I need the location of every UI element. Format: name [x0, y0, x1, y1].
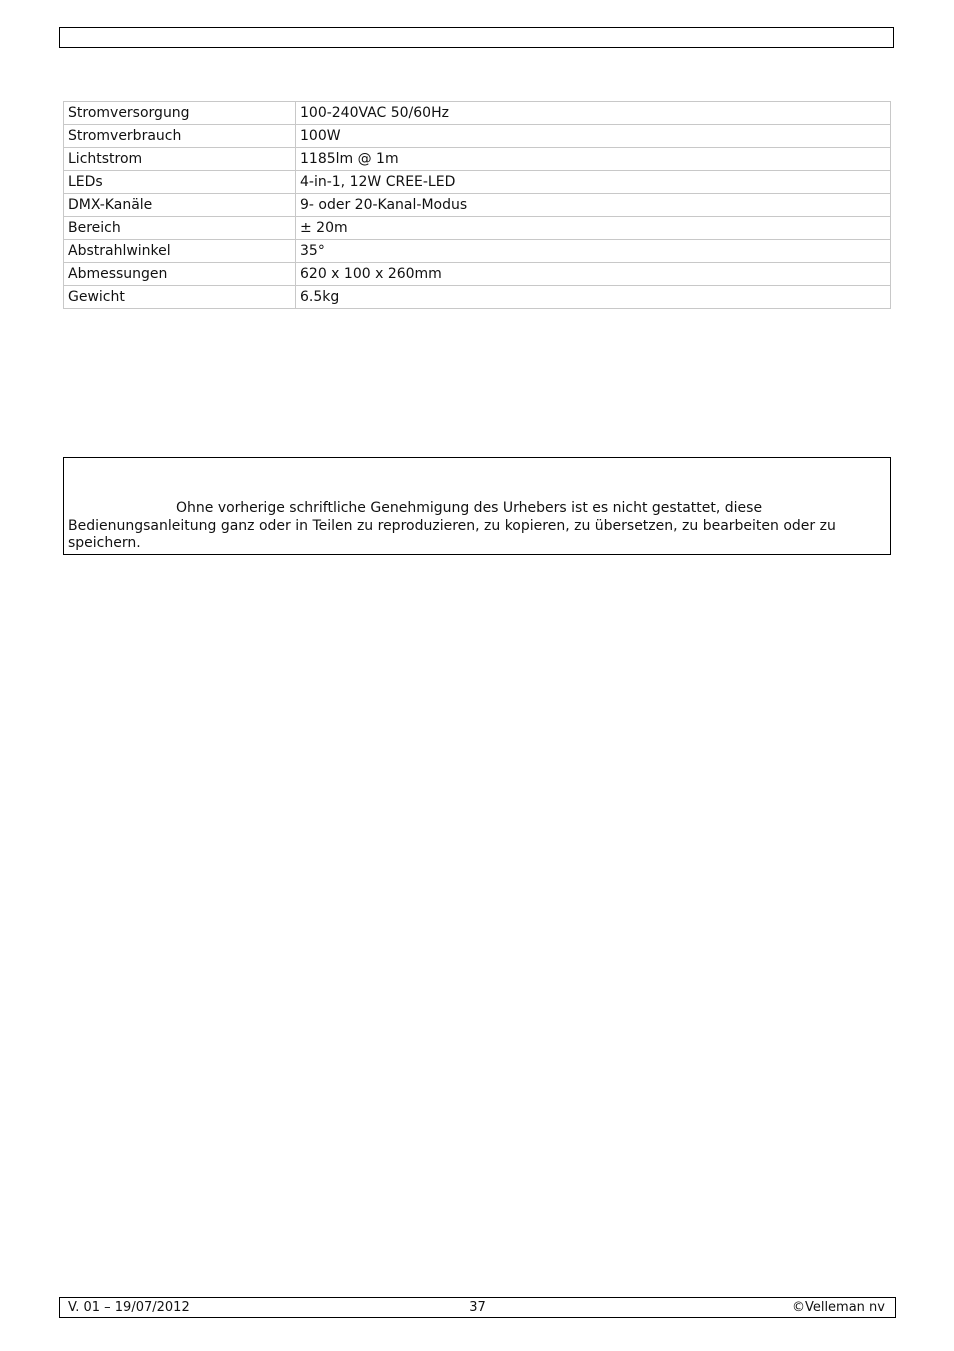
spec-label: Gewicht: [64, 286, 296, 309]
table-row: [64, 102, 891, 125]
footer-copyright: ©Velleman nv: [791, 1300, 885, 1315]
spec-value: 620 x 100 x 260mm: [296, 263, 891, 286]
spec-label: Bereich: [64, 217, 296, 240]
table-row: [64, 286, 891, 309]
table-row: [64, 194, 891, 217]
header-box: [59, 27, 894, 48]
spec-label: Stromverbrauch: [64, 125, 296, 148]
spec-label: Abmessungen: [64, 263, 296, 286]
spec-value: 35°: [296, 240, 891, 263]
footer-page-number: 37: [469, 1300, 486, 1315]
table-row: [64, 125, 891, 148]
spec-label: DMX-Kanäle: [64, 194, 296, 217]
footer-version: V. 01 – 19/07/2012: [68, 1300, 190, 1315]
spec-value: ± 20m: [296, 217, 891, 240]
spec-label: Abstrahlwinkel: [64, 240, 296, 263]
spec-label: Lichtstrom: [64, 148, 296, 171]
spec-value: 100W: [296, 125, 891, 148]
spec-value: 4-in-1, 12W CREE-LED: [296, 171, 891, 194]
table-row: [64, 263, 891, 286]
spec-value: 100-240VAC 50/60Hz: [296, 102, 891, 125]
table-row: [64, 148, 891, 171]
spec-label: Stromversorgung: [64, 102, 296, 125]
spec-value: 6.5kg: [296, 286, 891, 309]
spec-value: 1185lm @ 1m: [296, 148, 891, 171]
table-row: [64, 217, 891, 240]
copyright-notice-text: Ohne vorherige schriftliche Genehmigung des Urhebers ist es nicht gestattet, diese Bedienungsanleitung ganz oder in Teilen zu reproduzieren, zu kopieren, zu übersetzen, zu bearbeiten oder zu speichern.: [68, 500, 836, 551]
table-row: [64, 171, 891, 194]
page-footer: [59, 1297, 896, 1318]
copyright-notice-box: [63, 457, 891, 555]
specifications-table: [63, 101, 891, 309]
spec-value: 9- oder 20-Kanal-Modus: [296, 194, 891, 217]
spec-label: LEDs: [64, 171, 296, 194]
table-row: [64, 240, 891, 263]
